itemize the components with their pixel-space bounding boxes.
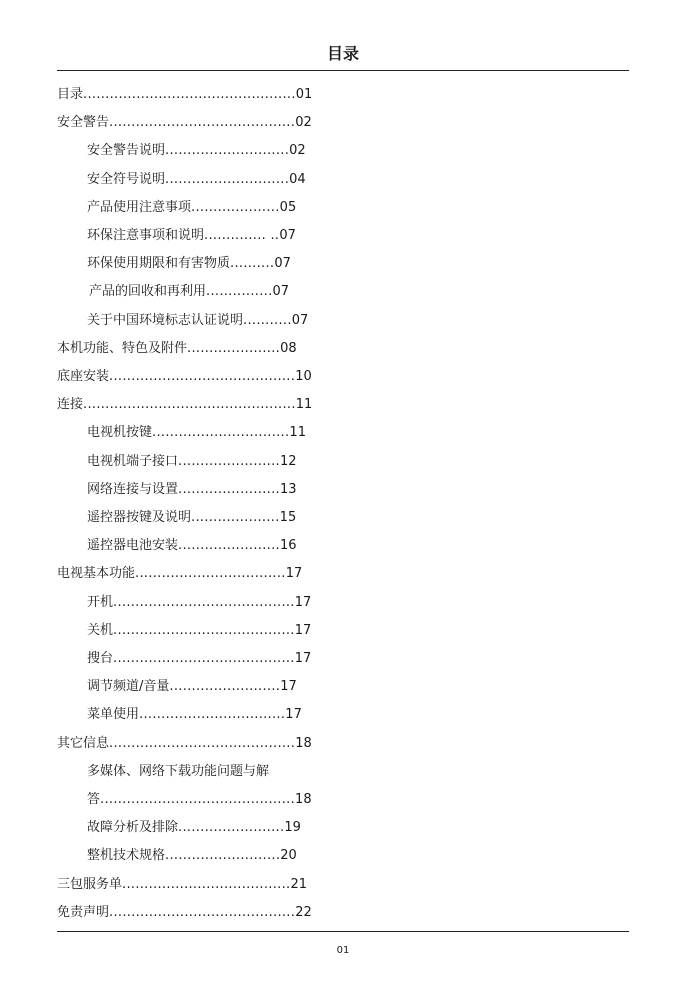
- toc-entry-page: 07: [291, 312, 309, 328]
- footer-rule: [57, 931, 629, 932]
- toc-entry[interactable]: [87, 701, 302, 729]
- toc-entry[interactable]: [87, 645, 311, 673]
- toc-entry-label: 菜单使用: [87, 707, 140, 723]
- toc-entry-label: 安全符号说明: [87, 171, 166, 187]
- toc-entry[interactable]: [57, 81, 312, 109]
- toc-entry-page: 07: [279, 228, 296, 243]
- page-number: 01: [336, 945, 350, 956]
- toc-entry[interactable]: [57, 335, 297, 363]
- toc-dot-leader: ................................................: [83, 397, 296, 413]
- toc-entry-page: 19: [284, 820, 301, 836]
- toc-dot-leader: ....................: [191, 510, 280, 525]
- toc-dot-leader: ................................................: [83, 87, 296, 102]
- toc-dot-leader: ..........................: [165, 848, 281, 864]
- toc-entry[interactable]: [87, 814, 301, 842]
- toc-entry-label: 电视机按键: [87, 425, 153, 441]
- toc-entry-label: 三包服务单: [57, 876, 123, 892]
- toc-entry-label: 遥控器按键及说明: [87, 510, 192, 525]
- toc-dot-leader: .........................................: [113, 622, 295, 638]
- toc-entry-label: 底座安装: [57, 369, 110, 384]
- toc-entry-label: 环保注意事项和说明: [87, 228, 205, 243]
- toc-dot-leader: .......................: [178, 453, 280, 469]
- toc-entry[interactable]: [87, 448, 297, 476]
- toc-dot-leader: ............................: [165, 171, 290, 187]
- toc-entry-label: 免责声明: [57, 904, 110, 920]
- toc-entry[interactable]: [57, 899, 312, 927]
- toc-dot-leader: ..........................................: [109, 904, 296, 920]
- toc-entry-page: 18: [295, 792, 312, 807]
- toc-entry[interactable]: [87, 504, 296, 532]
- toc-entry-label: 电视基本功能: [57, 566, 136, 582]
- toc-entry-label: 遥控器电池安装: [87, 538, 179, 554]
- toc-entry[interactable]: [87, 532, 297, 560]
- toc-entry-page: 18: [295, 735, 312, 751]
- toc-entry-label: 环保使用期限和有害物质: [87, 256, 231, 272]
- toc-entry[interactable]: [87, 673, 297, 701]
- toc-entry-label: 其它信息: [57, 735, 110, 751]
- toc-entry-page: 04: [289, 171, 306, 187]
- toc-entry-page: 02: [289, 143, 306, 159]
- toc-entry-page: 12: [279, 453, 297, 469]
- toc-entry[interactable]: [57, 871, 307, 899]
- toc-dot-leader: ......................................: [122, 876, 291, 892]
- toc-dot-leader: ..................................: [135, 566, 286, 582]
- toc-entry-label: 多媒体、网络下载功能问题与解: [87, 763, 270, 779]
- toc-entry-label: 产品使用注意事项: [87, 199, 192, 215]
- toc-entry[interactable]: [87, 758, 269, 786]
- toc-entry[interactable]: [87, 222, 296, 250]
- toc-entry-page: 13: [279, 481, 297, 497]
- toc-entry-page: 20: [280, 848, 297, 864]
- toc-dot-leader: .................................: [139, 707, 286, 723]
- toc-entry-label: 目录: [57, 87, 84, 102]
- toc-entry-label: 本机功能、特色及附件: [57, 340, 188, 356]
- toc-entry[interactable]: [87, 307, 308, 335]
- toc-entry[interactable]: [89, 278, 289, 306]
- toc-dot-leader: ..........................................: [109, 115, 296, 131]
- toc-entry-page: 17: [294, 651, 312, 666]
- toc-dot-leader: .......................: [178, 538, 280, 554]
- toc-dot-leader: ....................: [191, 199, 280, 215]
- toc-entry-page: 17: [285, 566, 303, 582]
- toc-entry[interactable]: [87, 250, 291, 278]
- toc-entry-page: 08: [280, 340, 297, 356]
- toc-entry-page: 10: [295, 369, 312, 384]
- toc-dot-leader: ...............: [206, 284, 273, 300]
- toc-entry-page: 11: [289, 425, 306, 441]
- toc-entry[interactable]: [57, 391, 312, 419]
- toc-entry-page: 07: [274, 256, 291, 272]
- toc-entry-page: 07: [272, 284, 290, 300]
- toc-entry[interactable]: [87, 786, 312, 814]
- toc-dot-leader: .............. ..: [204, 228, 280, 243]
- toc-entry-page: 01: [295, 87, 313, 102]
- toc-entry[interactable]: [87, 194, 296, 222]
- page-title: 目录: [326, 44, 359, 63]
- toc-dot-leader: .........................................: [113, 594, 295, 610]
- toc-entry-label: 产品的回收和再利用: [89, 284, 207, 300]
- toc-entry[interactable]: [87, 589, 311, 617]
- toc-entry[interactable]: [87, 419, 306, 447]
- toc-entry-label: 答: [87, 792, 101, 807]
- toc-entry-label: 关于中国环境标志认证说明: [87, 312, 244, 328]
- toc-entry[interactable]: [87, 617, 311, 645]
- toc-entry-label: 连接: [57, 397, 84, 413]
- toc-entry[interactable]: [87, 137, 306, 165]
- toc-entry-page: 17: [294, 622, 312, 638]
- toc-entry-page: 05: [279, 199, 297, 215]
- toc-dot-leader: ............................: [165, 143, 290, 159]
- toc-entry-page: 16: [279, 538, 297, 554]
- toc-dot-leader: .........................................: [113, 651, 295, 666]
- toc-dot-leader: ............................................: [100, 792, 296, 807]
- toc-entry-label: 整机技术规格: [87, 848, 166, 864]
- toc-entry-page: 21: [290, 876, 307, 892]
- toc-entry[interactable]: [87, 842, 297, 870]
- toc-entry-page: 17: [285, 707, 302, 723]
- toc-entry-label: 电视机端子接口: [87, 453, 179, 469]
- toc-entry[interactable]: [57, 730, 312, 758]
- toc-dot-leader: .....................: [187, 340, 281, 356]
- toc-entry-page: 11: [295, 397, 313, 413]
- toc-entry[interactable]: [57, 560, 302, 588]
- toc-dot-leader: .......................: [178, 481, 280, 497]
- toc-entry-page: 02: [295, 115, 312, 131]
- toc-entry-page: 22: [295, 904, 312, 920]
- toc-entry-label: 网络连接与设置: [87, 481, 179, 497]
- toc-entry[interactable]: [57, 363, 312, 391]
- toc-entry-label: 搜台: [87, 651, 114, 666]
- toc-entry-label: 关机: [87, 622, 114, 638]
- toc-entry-label: 故障分析及排除: [87, 820, 179, 836]
- header-rule: [57, 70, 629, 71]
- toc-dot-leader: .........................: [169, 679, 281, 695]
- toc-entry[interactable]: [87, 166, 306, 194]
- toc-entry-label: 开机: [87, 594, 114, 610]
- toc-entry-page: 17: [280, 679, 297, 695]
- toc-dot-leader: ..........................................: [109, 369, 296, 384]
- toc-entry-page: 17: [294, 594, 312, 610]
- toc-dot-leader: ..........: [230, 256, 275, 272]
- toc-entry[interactable]: [57, 109, 312, 137]
- toc-dot-leader: ...............................: [152, 425, 290, 441]
- toc-entry-label: 调节频道/音量: [87, 679, 170, 695]
- toc-entry-label: 安全警告说明: [87, 143, 166, 159]
- toc-entry-label: 安全警告: [57, 115, 110, 131]
- toc-entry[interactable]: [87, 476, 297, 504]
- toc-entry-page: 15: [279, 510, 297, 525]
- toc-dot-leader: ........................: [178, 820, 285, 836]
- toc-dot-leader: ...........: [243, 312, 292, 328]
- toc-dot-leader: ..........................................: [109, 735, 296, 751]
